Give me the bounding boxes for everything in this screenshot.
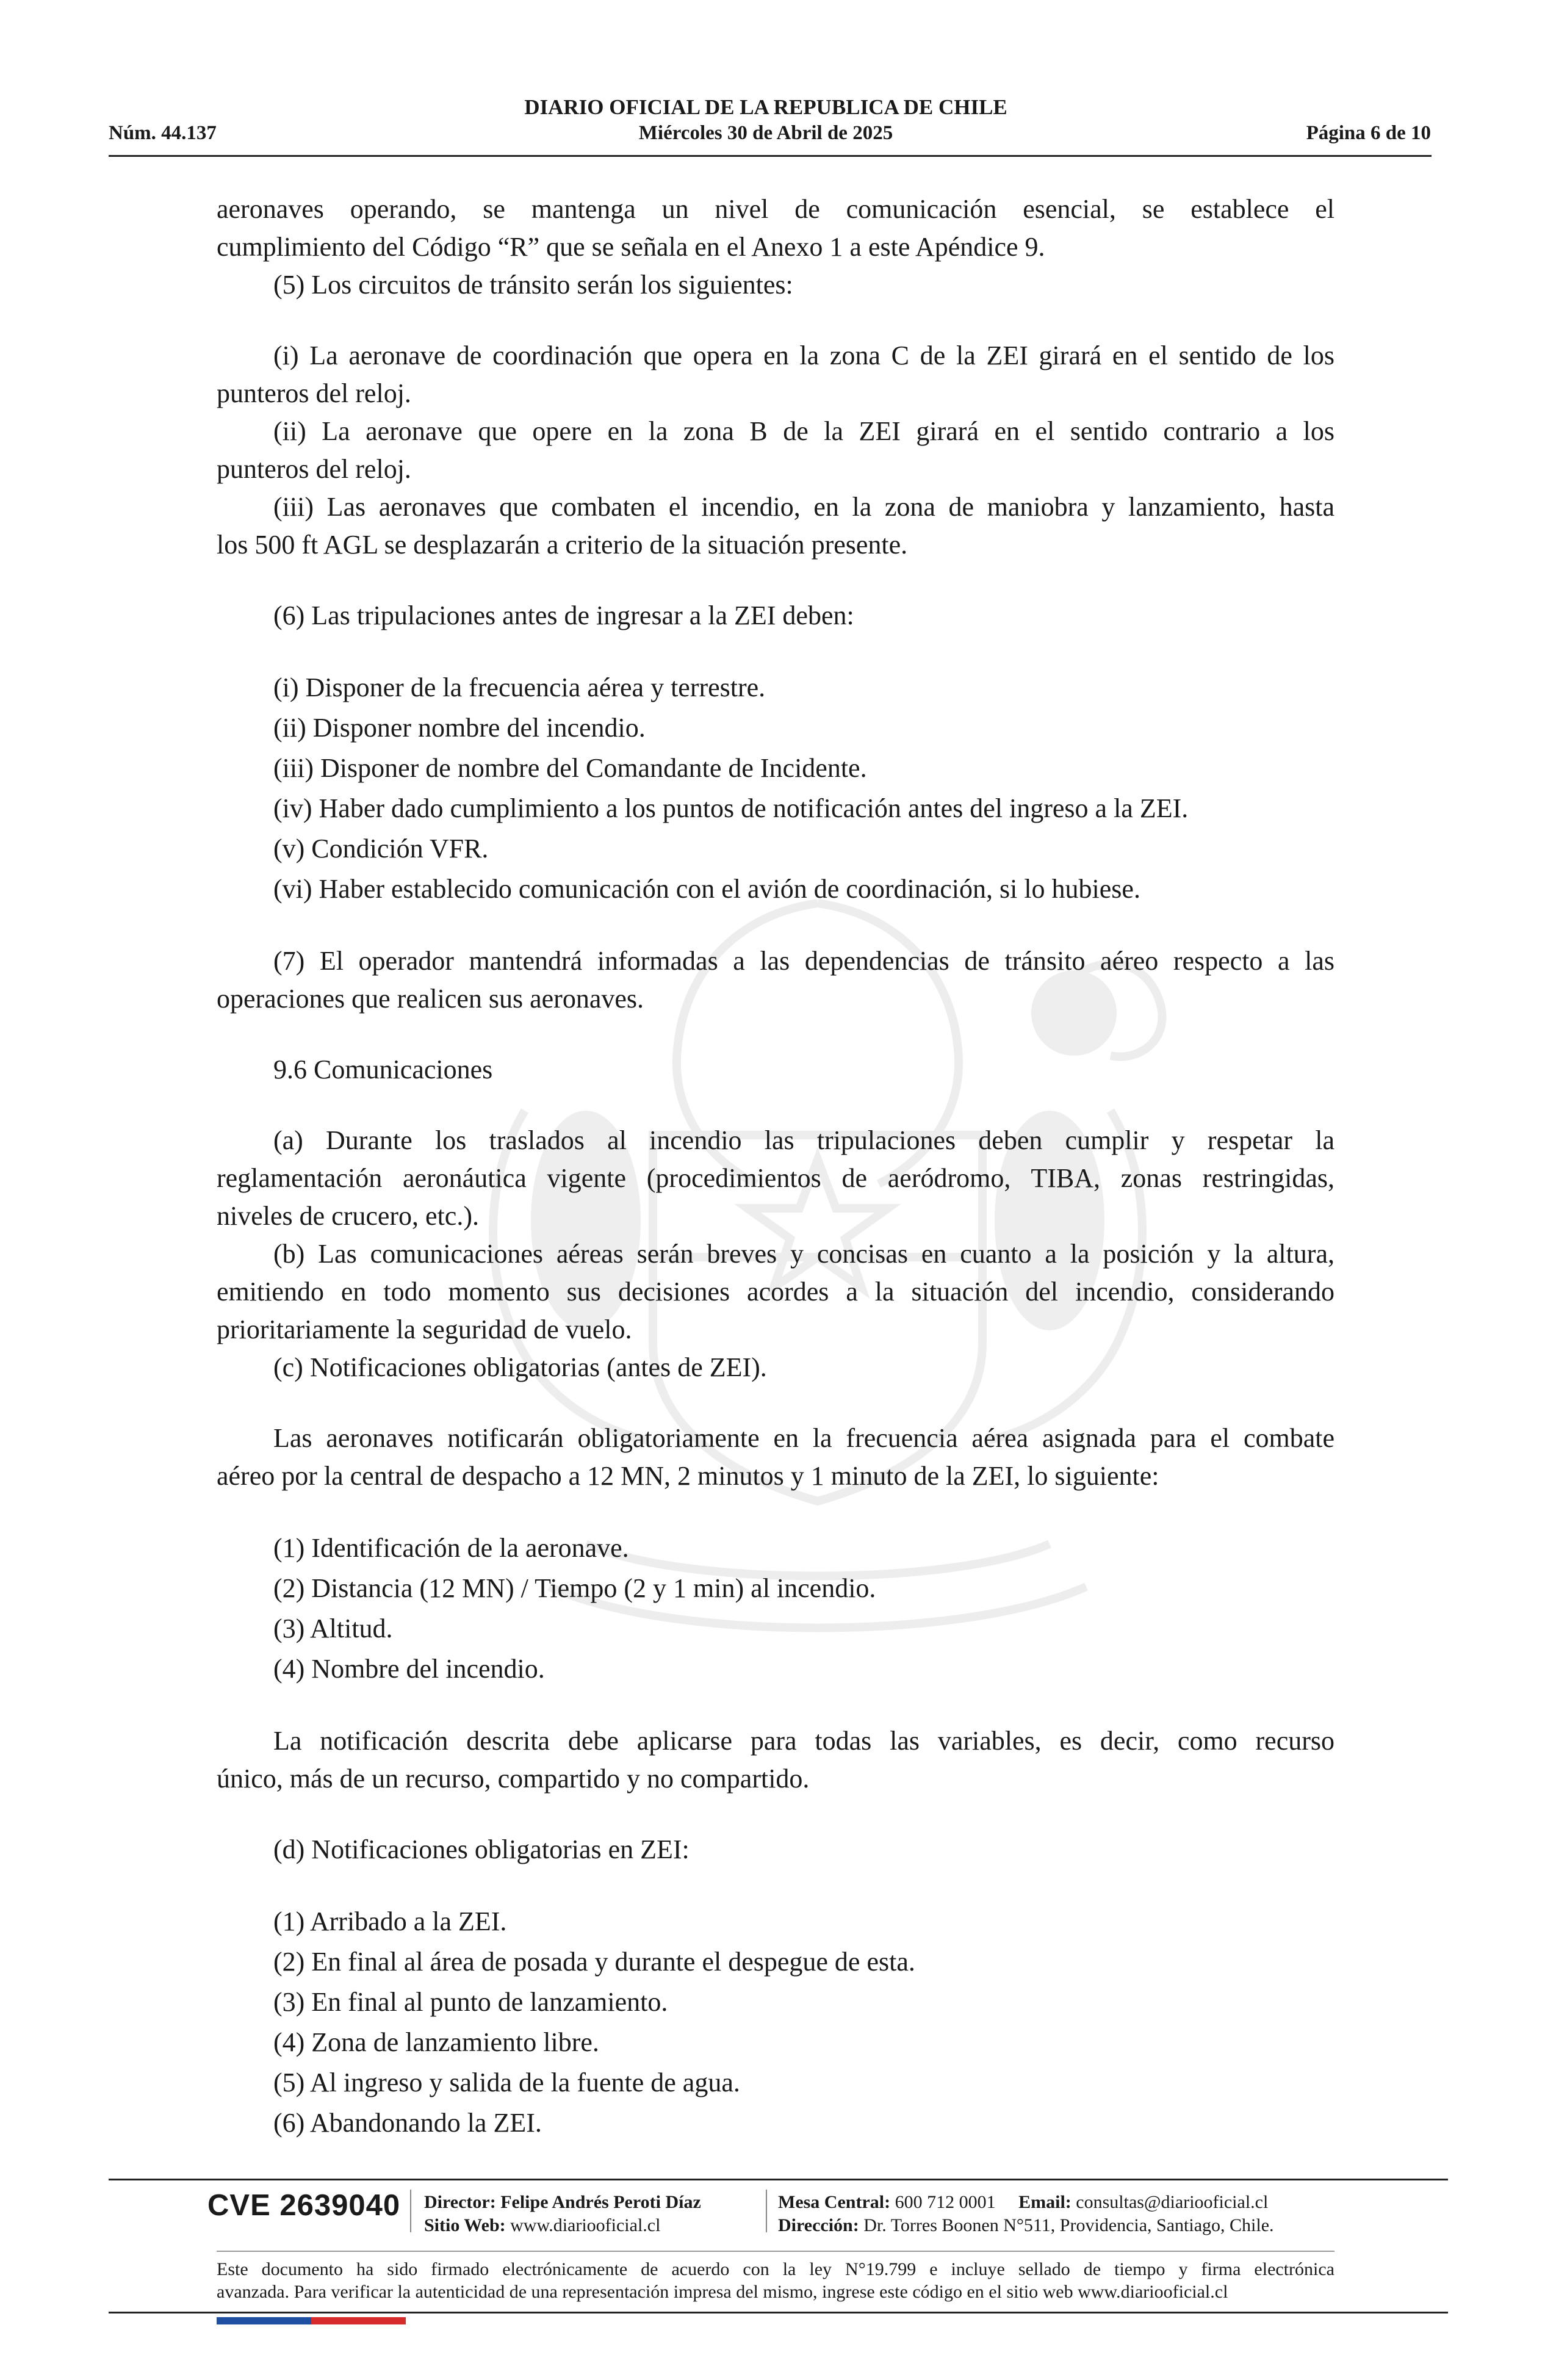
flag-stripe-red [311, 2317, 406, 2324]
notification-paragraph-cont: aéreo por la central de despacho a 12 MN, 2 minutos y 1 minuto de la ZEI, lo siguiente: [217, 1461, 1159, 1491]
legal-line: avanzada. Para verificar la autenticidad de una representación impresa del mismo, ingrese este código en el sitio web www.diariooficial.cl [217, 2282, 1228, 2302]
footer-separator [766, 2190, 767, 2232]
legal-line: Este documento ha sido firmado electrónicamente de acuerdo con la ley N°19.799 e incluye sellado de tiempo y firma electrónica [217, 2259, 1334, 2279]
website-label: Sitio Web: [424, 2215, 506, 2235]
list-item: (i) Disponer de la frecuencia aérea y terrestre. [273, 673, 766, 702]
paragraph-5-iii: (iii) Las aeronaves que combaten el incendio, en la zona de maniobra y lanzamiento, hasta [273, 492, 1334, 522]
notification-paragraph: Las aeronaves notificarán obligatoriamente en la frecuencia aérea asignada para el combate [273, 1423, 1334, 1453]
publication-title: DIARIO OFICIAL DE LA REPUBLICA DE CHILE [524, 95, 1007, 119]
item-a-cont: reglamentación aeronáutica vigente (procedimientos de aeródromo, TIBA, zonas restringidas, [217, 1163, 1334, 1193]
paragraph-5-iii-cont: los 500 ft AGL se desplazarán a criterio de la situación presente. [217, 530, 908, 560]
footer-separator [410, 2190, 411, 2232]
address-text: Dr. Torres Boonen N°511, Providencia, Santiago, Chile. [863, 2215, 1274, 2235]
item-b-cont: prioritariamente la seguridad de vuelo. [217, 1314, 632, 1344]
paragraph-6-title: (6) Las tripulaciones antes de ingresar a la ZEI deben: [273, 600, 854, 630]
phone-label: Mesa Central: [778, 2192, 891, 2212]
list-item: (5) Al ingreso y salida de la fuente de agua. [273, 2068, 740, 2097]
list-item: (vi) Haber establecido comunicación con el avión de coordinación, si lo hubiese. [273, 874, 1140, 904]
phone-number: 600 712 0001 [895, 2192, 996, 2212]
director-name: Felipe Andrés Peroti Díaz [500, 2192, 701, 2212]
email-label: Email: [1018, 2192, 1072, 2212]
intro-line: cumplimiento del Código “R” que se señala en el Anexo 1 a este Apéndice 9. [217, 232, 1045, 262]
document-body [217, 190, 1334, 2143]
list-item: (4) Zona de lanzamiento libre. [273, 2027, 599, 2057]
intro-line: aeronaves operando, se mantenga un nivel de comunicación esencial, se establece el [217, 194, 1334, 224]
description-paragraph: La notificación descrita debe aplicarse para todas las variables, es decir, como recurso [273, 1726, 1334, 1756]
footer-divider-mid [217, 2251, 1334, 2252]
item-b: (b) Las comunicaciones aéreas serán breves y concisas en cuanto a la posición y la altura, [273, 1239, 1334, 1269]
flag-stripe-blue [217, 2317, 311, 2324]
list-item: (iii) Disponer de nombre del Comandante de Incidente. [273, 753, 867, 783]
paragraph-5-i: (i) La aeronave de coordinación que opera en la zona C de la ZEI girará en el sentido de los [273, 341, 1334, 370]
item-c-title: (c) Notificaciones obligatorias (antes de ZEI). [273, 1352, 767, 1382]
list-item: (1) Arribado a la ZEI. [273, 1906, 507, 1936]
item-c-list [217, 1528, 1334, 1689]
list-item: (6) Abandonando la ZEI. [273, 2108, 542, 2138]
list-item: (v) Condición VFR. [273, 834, 489, 864]
description-paragraph-cont: único, más de un recurso, compartido y no compartido. [217, 1764, 810, 1794]
publication-date: Miércoles 30 de Abril de 2025 [638, 122, 893, 144]
email-link[interactable]: consultas@diariooficial.cl [1076, 2192, 1269, 2212]
page-number: Página 6 de 10 [1306, 122, 1431, 144]
cve-code: CVE 2639040 [207, 2189, 401, 2222]
item-d-list [217, 1902, 1334, 2143]
footer-director-block [424, 2191, 701, 2237]
list-item: (iv) Haber dado cumplimiento a los puntos de notificación antes del ingreso a la ZEI. [273, 793, 1189, 823]
paragraph-7: (7) El operador mantendrá informadas a las dependencias de tránsito aéreo respecto a las [273, 946, 1334, 976]
paragraph-5-ii-cont: punteros del reloj. [217, 454, 411, 484]
item-b-cont: emitiendo en todo momento sus decisiones acordes a la situación del incendio, considerando [217, 1277, 1334, 1307]
header-divider [109, 155, 1432, 157]
section-title: 9.6 Comunicaciones [273, 1055, 493, 1084]
paragraph-5-ii: (ii) La aeronave que opere en la zona B de la ZEI girará en el sentido contrario a los [273, 416, 1334, 446]
issue-number: Núm. 44.137 [109, 122, 217, 144]
director-label: Director: [424, 2192, 496, 2212]
item-a-cont: niveles de crucero, etc.). [217, 1201, 479, 1231]
paragraph-5-i-cont: punteros del reloj. [217, 378, 411, 408]
list-item: (3) En final al punto de lanzamiento. [273, 1987, 668, 2017]
list-item: (ii) Disponer nombre del incendio. [273, 713, 646, 743]
list-item: (4) Nombre del incendio. [273, 1654, 545, 1684]
paragraph-7-cont: operaciones que realicen sus aeronaves. [217, 984, 644, 1014]
footer-contact-block [778, 2191, 1274, 2237]
footer-divider-bottom [109, 2312, 1448, 2313]
list-item: (2) Distancia (12 MN) / Tiempo (2 y 1 min) al incendio. [273, 1573, 876, 1603]
address-label: Dirección: [778, 2215, 859, 2235]
list-item: (1) Identificación de la aeronave. [273, 1533, 629, 1563]
footer-divider-top [109, 2179, 1448, 2180]
item-d-title: (d) Notificaciones obligatorias en ZEI: [273, 1834, 690, 1864]
paragraph-5-title: (5) Los circuitos de tránsito serán los siguientes: [273, 270, 793, 300]
item-a: (a) Durante los traslados al incendio las tripulaciones deben cumplir y respetar la [273, 1125, 1334, 1155]
list-item: (3) Altitud. [273, 1614, 393, 1643]
paragraph-6-list [217, 668, 1334, 909]
website-link[interactable]: www.diariooficial.cl [510, 2215, 661, 2235]
list-item: (2) En final al área de posada y durante el despegue de esta. [273, 1947, 915, 1977]
legal-notice [217, 2258, 1334, 2303]
